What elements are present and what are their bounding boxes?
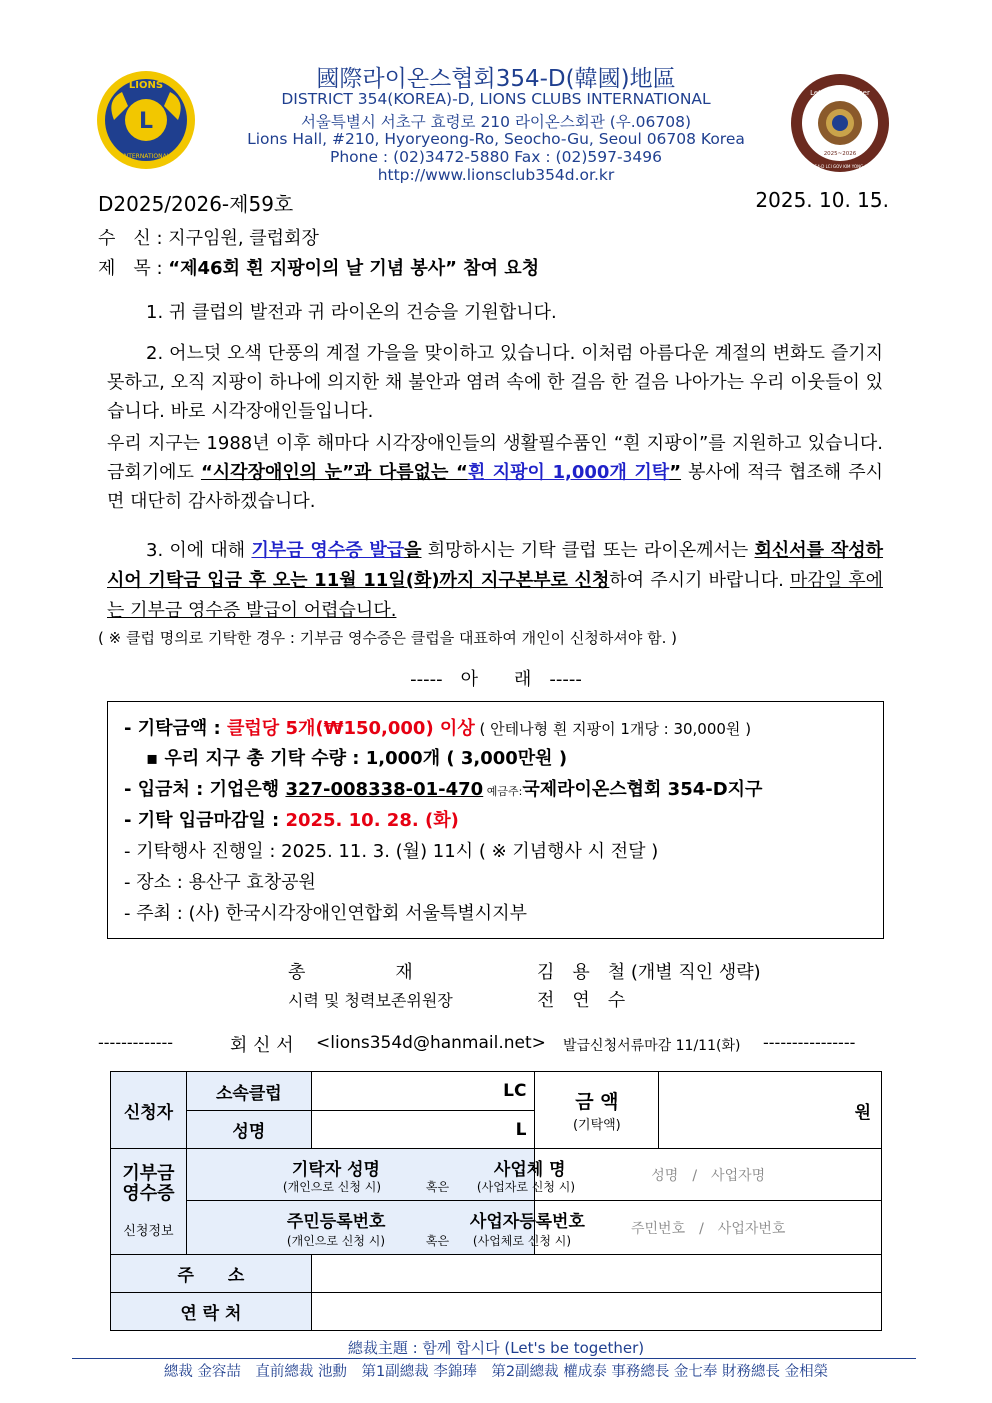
reply-email[interactable]: <lions354d@hanmail.net> bbox=[316, 1033, 546, 1053]
signature-name-1: 김 용 철 (개별 직인 생략) bbox=[537, 962, 761, 983]
brn-label: 사업자등록번호 bbox=[469, 1212, 585, 1232]
event-date: - 기탁행사 진행일 : 2025. 11. 3. (월) 11시 ( ※ 기념행사 시 전달 ) bbox=[124, 841, 659, 862]
paragraph-2b: 우리 지구는 1988년 이후 해마다 시각장애인들의 생활필수품인 “흰 지팡이”를 지원하고 있습니다. 금회기에도 “시각장애인의 눈”과 다름없는 “흰 지팡이 1,000개 기탁” 봉사에 적극 협조해 주시면 대단히 감사하겠습니다. bbox=[107, 433, 883, 512]
below-heading: ----- 아 래 ----- bbox=[410, 669, 582, 690]
deposit-deadline: - 기탁 입금마감일 : 2025. 10. 28. (화) bbox=[124, 810, 459, 831]
header-phone: Phone : (02)3472-5880 Fax : (02)597-3496 bbox=[329, 148, 662, 166]
name-field[interactable]: L bbox=[311, 1111, 535, 1149]
name-label: 성명 bbox=[186, 1111, 311, 1149]
donor-name-sub: (개인으로 신청 시) bbox=[282, 1180, 382, 1194]
donor-name-field[interactable]: 성명 / 사업자명 bbox=[535, 1149, 882, 1201]
recipient: 지구임원, 클럽회장 bbox=[168, 228, 319, 249]
governor-emblem bbox=[790, 73, 890, 173]
rrn-label: 주민등록번호 bbox=[286, 1212, 386, 1232]
host: - 주최 : (사) 한국시각장애인연합회 서울특별시지부 bbox=[124, 903, 527, 924]
recipient-label: 수 신 : bbox=[98, 228, 163, 249]
donation-amount: - 기탁금액 : 클럽당 5개(₩150,000) 이상 ( 안테나형 흰 지팡이 1개당 : 30,000원 ) bbox=[124, 718, 752, 739]
event-place: - 장소 : 용산구 효창공원 bbox=[124, 872, 316, 893]
amount-sub: (기탁액) bbox=[572, 1118, 621, 1133]
applicant-label: 신청자 bbox=[111, 1072, 187, 1149]
signature-name-2: 전 연 수 bbox=[537, 990, 626, 1011]
reply-dash-left: ------------- bbox=[98, 1033, 174, 1052]
footer-theme: 總裁主題 : 함께 합시다 (Let's be together) bbox=[347, 1339, 645, 1357]
header-address-en: Lions Hall, #210, Hyoryeong-Ro, Seocho-Gu, Seoul 06708 Korea bbox=[247, 130, 745, 148]
svg-text:INTERNATIONAL: INTERNATIONAL bbox=[121, 153, 171, 160]
signature-title-2: 시력 및 청력보존위원장 bbox=[288, 991, 453, 1010]
donor-name-label: 기탁자 성명 bbox=[291, 1160, 380, 1180]
club-field[interactable]: LC bbox=[311, 1072, 535, 1111]
club-label: 소속클럽 bbox=[186, 1072, 311, 1111]
rrn-field[interactable]: 주민번호 / 사업자번호 bbox=[535, 1201, 882, 1255]
footer-divider bbox=[72, 1358, 916, 1359]
donor-name-cell bbox=[186, 1149, 576, 1201]
signature-title-1: 총 재 bbox=[288, 962, 413, 983]
header-address-kr: 서울특별시 서초구 효령로 210 라이온스회관 (우.06708) bbox=[300, 113, 692, 131]
application-form bbox=[110, 1071, 882, 1331]
reply-label: 회 신 서 bbox=[230, 1035, 294, 1056]
subject-line bbox=[98, 254, 539, 280]
document-number: D2025/2026-제59호 bbox=[98, 192, 294, 216]
brn-sub: (사업체로 신청 시) bbox=[472, 1234, 572, 1248]
amount-field[interactable]: 원 bbox=[659, 1072, 882, 1149]
address-label: 주 소 bbox=[111, 1255, 312, 1293]
note: ( ※ 클럽 명의로 기탁한 경우 : 기부금 영수증은 클럽을 대표하여 개인이 신청하셔야 함. ) bbox=[98, 629, 678, 647]
contact-field[interactable] bbox=[311, 1293, 881, 1331]
footer-officers: 總裁 金容喆 直前總裁 池勳 第1副總裁 李錦琫 第2副總裁 權成泰 事務總長 金七奉 財務總長 金相榮 bbox=[163, 1364, 829, 1380]
svg-text:L: L bbox=[138, 109, 154, 134]
recipient-line bbox=[98, 224, 319, 250]
svg-text:Let's be together: Let's be together bbox=[810, 89, 870, 97]
svg-text:2025~2026: 2025~2026 bbox=[823, 151, 857, 157]
svg-text:DIST 354-D LCI GOV KIM YONG-CH: DIST 354-D LCI GOV KIM YONG-CHEOL bbox=[801, 164, 879, 169]
header-title: 國際라이온스협회354-D(韓國)地區 bbox=[316, 66, 676, 92]
reply-dash-right: ---------------- bbox=[763, 1033, 856, 1052]
contact-label: 연 락 처 bbox=[111, 1293, 312, 1331]
amount-label-cell bbox=[535, 1072, 659, 1149]
details-box bbox=[107, 701, 884, 939]
paragraph-1: 1. 귀 클럽의 발전과 귀 라이온의 건승을 기원합니다. bbox=[146, 302, 557, 323]
district-total: ▪ 우리 지구 총 기탁 수량 : 1,000개 ( 3,000만원 ) bbox=[146, 748, 568, 769]
svg-text:LIONS: LIONS bbox=[128, 80, 164, 91]
header-subtitle: DISTRICT 354(KOREA)-D, LIONS CLUBS INTERNATIONAL bbox=[281, 90, 711, 108]
document-date: 2025. 10. 15. bbox=[755, 188, 889, 212]
address-field[interactable] bbox=[311, 1255, 881, 1293]
or-2: 혹은 bbox=[425, 1234, 450, 1248]
receipt-info-label: 신청정보 bbox=[123, 1224, 174, 1239]
header-website[interactable]: http://www.lionsclub354d.or.kr bbox=[377, 166, 615, 184]
paragraph-3: 3. 이에 대해 기부금 영수증 발급을 희망하시는 기탁 클럽 또는 라이온께서는 회신서를 작성하시어 기탁금 입금 후 오는 11월 11일(화)까지 지구본부로 신청하여 주시기 바랍니다. 마감일 후에는 기부금 영수증 발급이 어렵습니다. bbox=[107, 540, 884, 621]
amount-label: 금 액 bbox=[575, 1091, 619, 1113]
subject: “제46회 흰 지팡이의 날 기념 봉사” 참여 요청 bbox=[168, 258, 540, 279]
paragraph-2a: 2. 어느덧 오색 단풍의 계절 가을을 맞이하고 있습니다. 이처럼 아름다운 계절의 변화도 즐기지 못하고, 오직 지팡이 하나에 의지한 채 불안과 염려 속에 한 걸음 한 걸음 나아가는 우리 이웃들이 있습니다. 바로 시각장애인들입니다. bbox=[107, 343, 883, 422]
subject-label: 제 목 : bbox=[98, 258, 163, 279]
bank-account: - 입금처 : 기업은행 327-008338-01-470 예금주:국제라이온스협회 354-D지구 bbox=[124, 779, 763, 800]
biz-name-label: 사업체 명 bbox=[493, 1160, 566, 1180]
receipt-label: 기부금 영수증 bbox=[122, 1163, 175, 1204]
rrn-cell bbox=[186, 1201, 585, 1255]
receipt-label-cell bbox=[111, 1149, 187, 1255]
or-1: 혹은 bbox=[425, 1180, 450, 1194]
rrn-sub: (개인으로 신청 시) bbox=[286, 1234, 386, 1248]
biz-name-sub: (사업자로 신청 시) bbox=[476, 1180, 576, 1194]
reply-deadline: 발급신청서류마감 11/11(화) bbox=[563, 1038, 741, 1054]
